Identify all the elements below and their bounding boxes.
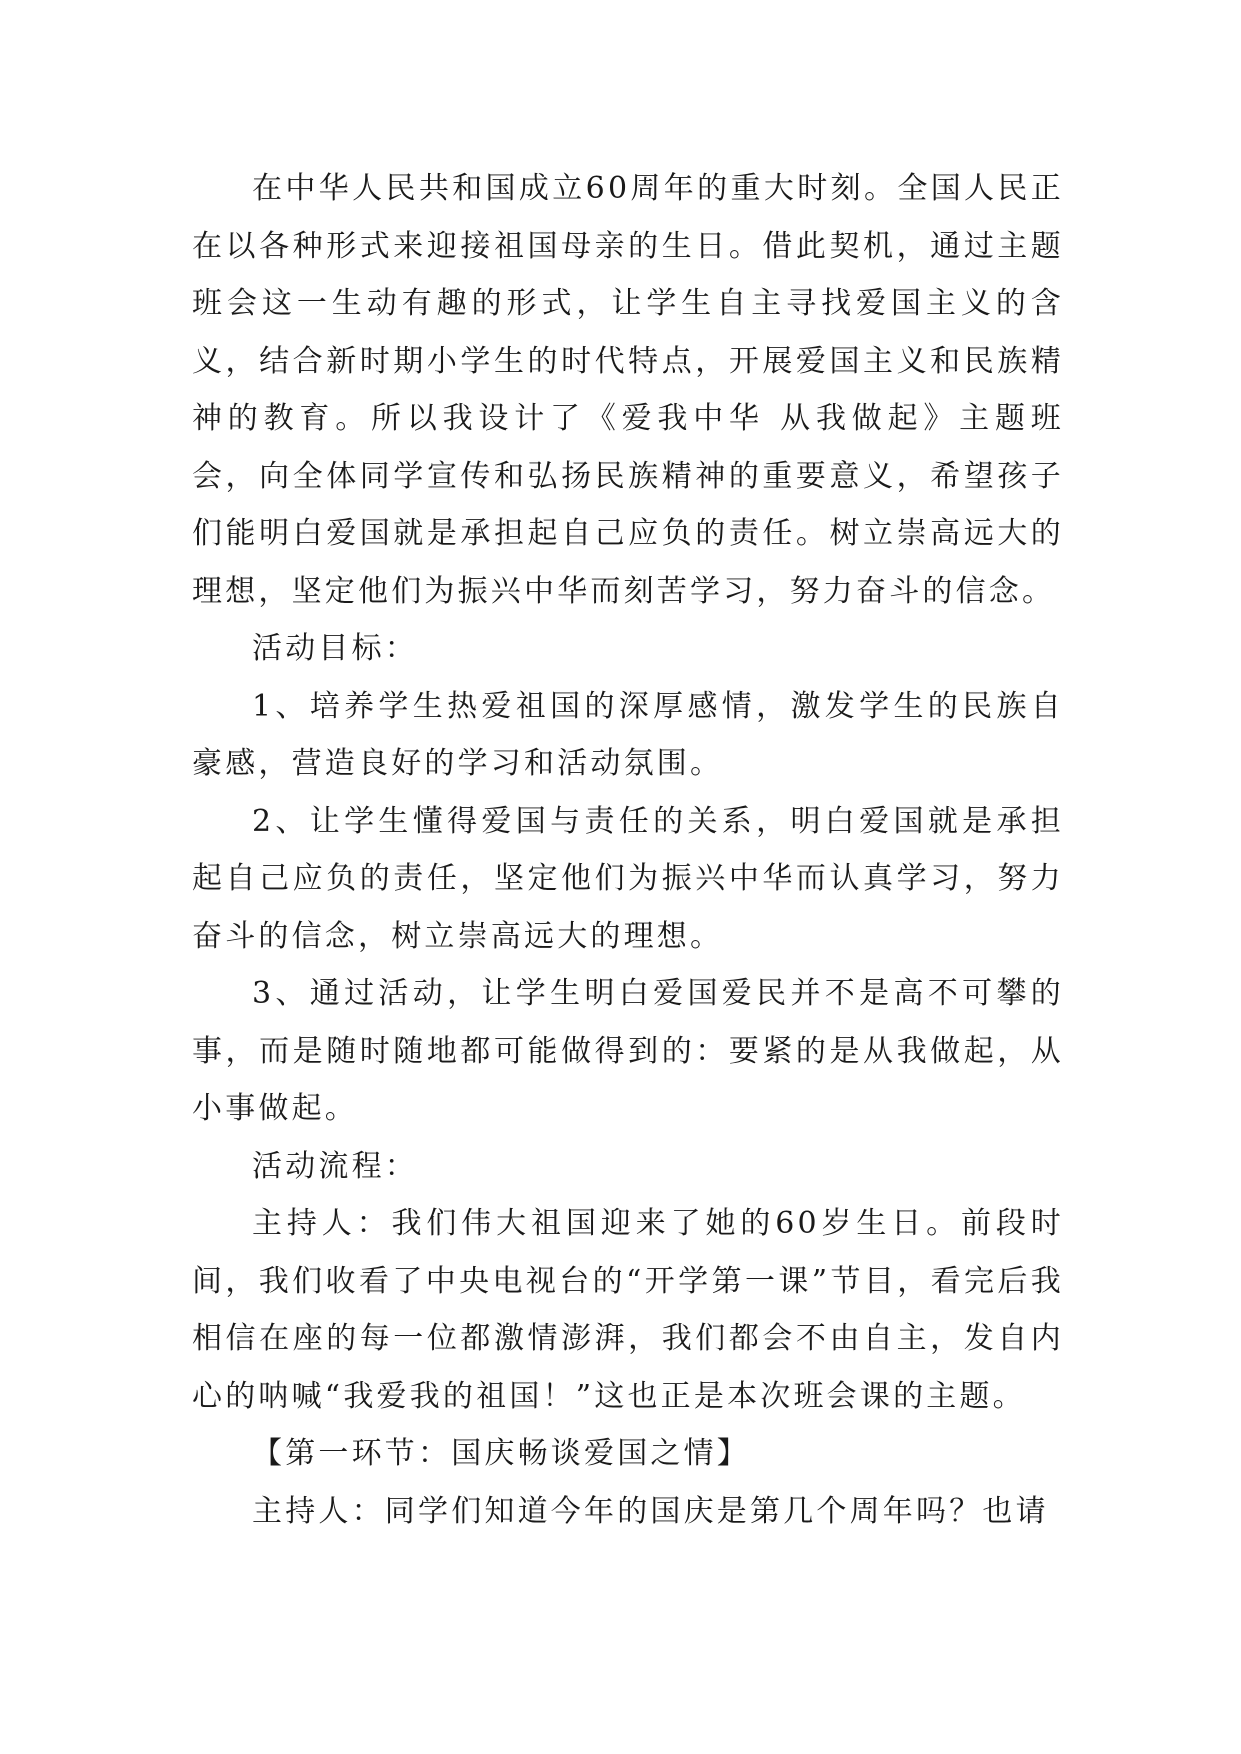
document-body — [192, 160, 1064, 1540]
intro-paragraph: 在中华人民共和国成立60周年的重大时刻。全国人民正在以各种形式来迎接祖国母亲的生日。借此契机，通过主题班会这一生动有趣的形式，让学生自主寻找爱国主义的含义，结合新时期小学生的时代特点，开展爱国主义和民族精神的教育。所以我设计了《爱我中华 从我做起》主题班会，向全体同学宣传和弘扬民族精神的重要意义，希望孩子们能明白爱国就是承担起自己应负的责任。树立崇高远大的理想，坚定他们为振兴中华而刻苦学习，努力奋斗的信念。 — [192, 171, 1064, 609]
goal-item-2: 2、让学生懂得爱国与责任的关系，明白爱国就是承担起自己应负的责任，坚定他们为振兴中华而认真学习，努力奋斗的信念，树立崇高远大的理想。 — [192, 803, 1064, 954]
goal-item-3: 3、通过活动，让学生明白爱国爱民并不是高不可攀的事，而是随时随地都可能做得到的：要紧的是从我做起，从小事做起。 — [192, 976, 1064, 1126]
goals-heading: 活动目标： — [252, 631, 418, 666]
process-heading: 活动流程： — [252, 1148, 418, 1184]
goal-item-1: 1、培养学生热爱祖国的深厚感情，激发学生的民族自豪感，营造良好的学习和活动氛围。 — [192, 688, 1064, 781]
host-paragraph-1: 主持人：我们伟大祖国迎来了她的60岁生日。前段时间，我们收看了中央电视台的“开学第一课”节目，看完后我相信在座的每一位都激情澎湃，我们都会不由自主，发自内心的呐喊“我爱我的祖国！”这也正是本次班会课的主题。 — [192, 1206, 1064, 1414]
section-heading-1: 【第一环节：国庆畅谈爱国之情】 — [252, 1436, 750, 1471]
host-paragraph-2: 主持人：同学们知道今年的国庆是第几个周年吗？也请 — [252, 1493, 1049, 1529]
